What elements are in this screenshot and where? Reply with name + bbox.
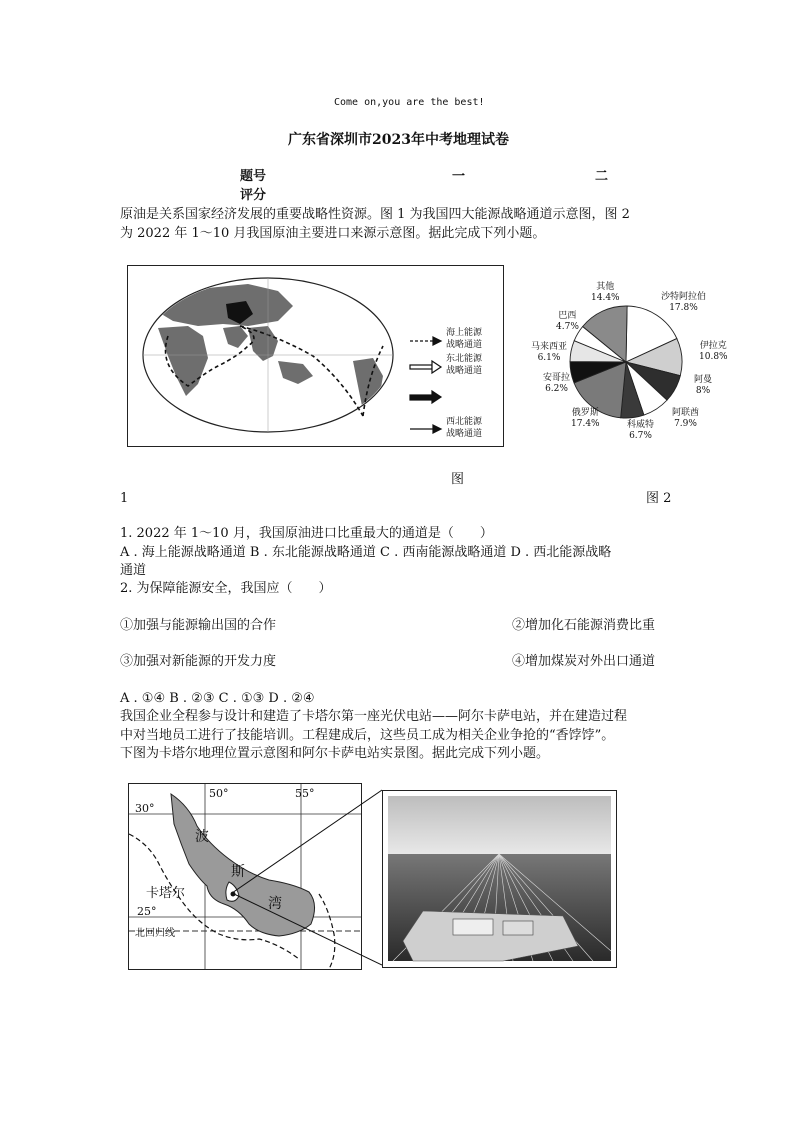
- intro2-line1: 我国企业全程参与设计和建造了卡塔尔第一座光伏电站——阿尔卡萨电站，并在建造过程: [120, 709, 628, 724]
- label-value: 6.7%: [629, 431, 652, 441]
- label-value: 17.8%: [669, 303, 698, 313]
- pie-labels: [526, 270, 726, 450]
- solar-photo-graphic: [383, 791, 616, 967]
- pie-label-uae: [672, 408, 699, 430]
- pie-label-angola: [543, 373, 570, 395]
- label-value: 14.4%: [591, 293, 620, 303]
- lat-25-label: 25°: [137, 905, 157, 918]
- header-note: Come on,you are the best!: [334, 97, 485, 108]
- intro1-line2: 为 2022 年 1～10 月我国原油主要进口来源示意图。据此完成下列小题。: [120, 226, 546, 241]
- zoom-connector-lines: [230, 780, 390, 970]
- label-name: 其他: [596, 282, 615, 292]
- legend-northwest-l2: 战略通道: [446, 429, 483, 439]
- gulf-char-1: 波: [195, 829, 209, 845]
- score-col2: 二: [595, 169, 609, 184]
- q2-item-2: ②增加化石能源消费比重: [512, 618, 656, 633]
- figure3-solar-plant-photo: [382, 790, 617, 968]
- label-name: 马来西亚: [531, 342, 568, 352]
- qatar-label: 卡塔尔: [146, 886, 186, 901]
- label-value: 17.4%: [571, 419, 600, 429]
- legend-northwest-l1: 西北能源: [446, 417, 483, 427]
- pie-label-brazil: [556, 311, 579, 333]
- legend-northeast: [446, 353, 482, 377]
- q2-item-3: ③加强对新能源的开发力度: [120, 654, 277, 669]
- q1-options-wrap: 通道: [120, 563, 147, 578]
- label-name: 沙特阿拉伯: [661, 292, 707, 302]
- pie-label-iraq: [699, 341, 728, 363]
- label-name: 巴西: [558, 311, 577, 321]
- pie-label-other: [591, 282, 620, 304]
- figure1-caption-b: 1: [120, 491, 129, 506]
- tropic-label: 北回归线: [135, 928, 175, 939]
- legend-sea-l2: 战略通道: [446, 340, 483, 350]
- intro2-line3: 下图为卡塔尔地理位置示意图和阿尔卡萨电站实景图。据此完成下列小题。: [120, 746, 550, 761]
- legend-northeast-l2: 战略通道: [446, 366, 483, 376]
- label-name: 阿曼: [694, 375, 713, 385]
- label-value: 7.9%: [674, 419, 697, 429]
- q2-stem: 2. 为保障能源安全，我国应（ ）: [120, 581, 332, 596]
- label-name: 阿联酋: [672, 408, 700, 418]
- intro2-line2: 中对当地员工进行了技能培训。工程建成后，这些员工成为相关企业争抢的“香饽饽”。: [120, 728, 615, 743]
- label-value: 10.8%: [699, 352, 728, 362]
- q1-options: A . 海上能源战略通道 B . 东北能源战略通道 C . 西南能源战略通道 D . 西北能源战略: [120, 545, 612, 560]
- label-value: 6.2%: [545, 384, 568, 394]
- q2-item-4: ④增加煤炭对外出口通道: [512, 654, 656, 669]
- label-name: 伊拉克: [699, 341, 727, 351]
- pie-label-saudi: [661, 292, 706, 314]
- figure2-caption: 图 2: [646, 491, 672, 506]
- label-name: 安哥拉: [543, 373, 571, 383]
- q2-item-1: ①加强与能源输出国的合作: [120, 618, 277, 633]
- pie-label-kuwait: [627, 420, 654, 442]
- legend-sea: [446, 327, 482, 351]
- label-value: 4.7%: [556, 322, 579, 332]
- legend-northeast-l1: 东北能源: [446, 354, 483, 364]
- legend-sea-l1: 海上能源: [446, 328, 483, 338]
- label-name: 俄罗斯: [571, 408, 599, 418]
- page-title: 广东省深圳市2023年中考地理试卷: [288, 132, 509, 148]
- lon-50-label: 50°: [209, 787, 229, 800]
- pie-label-malaysia: [531, 342, 567, 364]
- score-col1: 一: [452, 169, 466, 184]
- score-row2-label: 评分: [240, 188, 267, 203]
- label-value: 6.1%: [537, 353, 561, 363]
- score-row1-label: 题号: [240, 169, 267, 184]
- q2-options: A . ①④ B . ②③ C . ①③ D . ②④: [120, 691, 315, 706]
- gulf-char-3: 湾: [268, 896, 282, 912]
- pie-label-russia: [571, 408, 600, 430]
- figure1-caption-a: 图: [451, 472, 465, 487]
- q1-stem: 1. 2022 年 1～10 月，我国原油进口比重最大的通道是（ ）: [120, 526, 493, 541]
- intro1-line1: 原油是关系国家经济发展的重要战略性资源。图 1 为我国四大能源战略通道示意图，图 2: [120, 207, 630, 222]
- label-value: 8%: [695, 386, 711, 396]
- lon-55-label: 55°: [295, 787, 315, 800]
- pie-label-oman: [694, 375, 712, 397]
- label-name: 科威特: [627, 420, 655, 430]
- figure1-map: [127, 265, 504, 447]
- lat-30-label: 30°: [135, 802, 155, 815]
- gulf-char-2: 斯: [231, 864, 245, 880]
- legend-northwest: [446, 416, 482, 440]
